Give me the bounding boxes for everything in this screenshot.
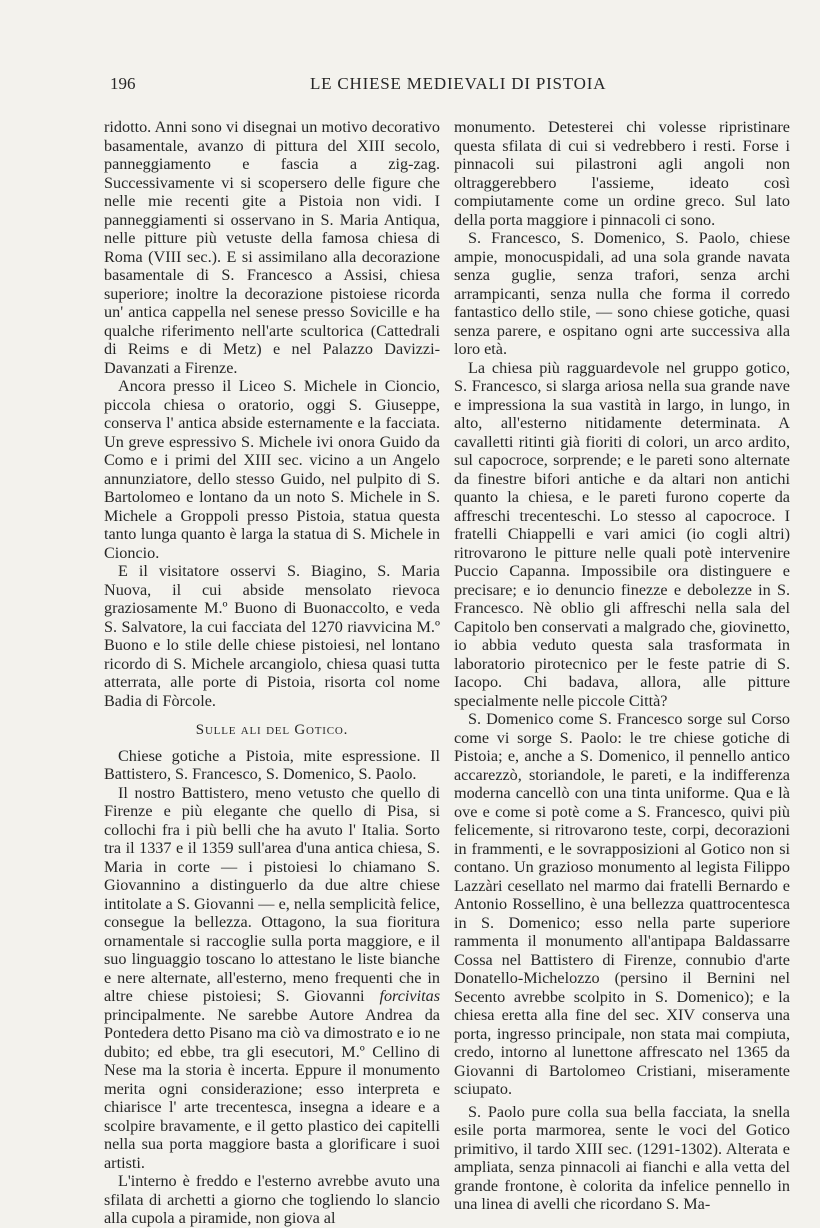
paragraph: S. Francesco, S. Domenico, S. Paolo, chiese ampie, monocuspidali, ad una sola grande navata senza guglie, senza trafori, senza archi arrampicanti, senza nulla che forma il corredo fantastico dello stile, — sono chiese gotiche, quasi senza parere, e ospitano ogni arte successiva alla loro età. [454, 229, 790, 358]
paragraph: E il visitatore osservi S. Biagino, S. Maria Nuova, il cui abside mensolato rievoca graziosamente M.º Buono di Buonaccolto, e veda S. Salvatore, la cui facciata del 1270 riavvicina M.º Buono e lo stile delle chiese pistoiesi, nel lontano ricordo di S. Michele arcangiolo, chiesa quasi tutta atterrata, alle porte di Pistoia, risorta col nome Badia di Fòrcole. [104, 562, 440, 710]
paragraph: S. Paolo pure colla sua bella facciata, la snella esile porta marmorea, sente le voci del Gotico primitivo, il tardo XIII sec. (1291-1302). Alterata e ampliata, senza pinnacoli ai fianchi e alla vetta del grande frontone, è colorita da infelice pennello in una linea di avelli che ricordano S. Ma- [454, 1102, 790, 1213]
paragraph: La chiesa più ragguardevole nel gruppo gotico, S. Francesco, si slarga ariosa nella sua grande nave e impressiona la sua vastità in largo, in lungo, in alto, all'esterno nitidamente determinata. A cavalletti ritinti già fioriti di colori, un arco ardito, sul capocroce, sorprende; e le pareti sono alternate da finestre bifori antiche e da altari non antichi quanto la chiesa, e le pareti furono coperte da affreschi trecenteschi. Lo stesso al capocroce. I fratelli Chiappelli e vari amici (io cogli altri) ritrovarono le pitture nelle quali potè intervenire Puccio Capanna. Impossibile ora distinguere e precisare; e io denuncio finezze e debolezze in S. Francesco. Nè oblio gli affreschi nella sala del Capitolo ben conservati a malgrado che, giovinetto, io abbia veduto questa sala trasformata in laboratorio pirotecnico per le feste patrie di S. Iacopo. Chi badava, allora, alle pitture specialmente nelle piccole Città? [454, 358, 790, 710]
page-header [110, 74, 690, 104]
paragraph [104, 784, 440, 1173]
page-number: 196 [110, 74, 136, 93]
paragraph: S. Domenico come S. Francesco sorge sul Corso come vi sorge S. Paolo: le tre chiese gotiche di Pistoia; e, anche a S. Domenico, il pennello antico accarezzò, storiandole, le pareti, e la indifferenza moderna cancellò con una tinta uniforme. Qua e là ove e come si potè come a S. Francesco, quivi più felicemente, si ritrovarono teste, corpi, decorazioni in frammenti, e le sovrapposizioni al Gotico non si contano. Un grazioso monumento al legista Filippo Lazzàri cesellato nel marmo dai fratelli Bernardo e Antonio Rossellino, è una bellezza quattrocentesca in S. Domenico; esso nella parte superiore rammenta il monumento all'antipapa Baldassarre Cossa nel Battistero di Firenze, connubio d'arte Donatello-Michelozzo (persino il Bernini nel Secento avrebbe scolpito in S. Domenico); e la chiesa eretta alla fine del sec. XIV conserva una porta, ingresso principale, non stata mai compiuta, credo, intorno al lunettone affrescato nel 1365 da Giovanni di Bartolomeo Cristiani, miseramente sciupato. [454, 710, 790, 1098]
paragraph-text: Il nostro Battistero, meno vetusto che quello di Firenze e più elegante che quello di Pisa, si collochi fra i più belli che ha avuto l' Italia. Sorto tra il 1337 e il 1359 sull'area d'una antica chiesa, S. Maria in corte — i pistoiesi lo chiamano S. Giovannino a distinguerlo da due altre chiese intitolate a S. Giovanni — e, nella semplicità felice, consegue la bellezza. Ottagono, la sua fioritura ornamentale si raccoglie sulla porta maggiore, e il suo linguaggio toscano lo attestano le liste bianche e nere alternate, all'esterno, meno frequenti che in altre chiese pistoiesi; S. Giovanni [104, 783, 440, 1005]
left-column [104, 118, 440, 1228]
running-title: LE CHIESE MEDIEVALI DI PISTOIA [310, 74, 607, 93]
paragraph: L'interno è freddo e l'esterno avrebbe avuto una sfilata di archetti a giorno che togliendo lo slancio alla cupola a piramide, non giova al [104, 1172, 440, 1227]
right-column [454, 118, 790, 1214]
paragraph: monumento. Detesterei chi volesse ripristinare questa sfilata di cui si vedrebbero i resti. Forse i pinnacoli sui pilastroni agli angoli non oltraggerebbero l'assieme, ideato così compiutamente come un ordine greco. Sul lato della porta maggiore i pinnacoli ci sono. [454, 118, 790, 229]
paragraph: Chiese gotiche a Pistoia, mite espressione. Il Battistero, S. Francesco, S. Domenico, S. Paolo. [104, 746, 440, 783]
paragraph-text: principalmente. Ne sarebbe Autore Andrea da Pontedera detto Pisano ma ciò va dimostrato e io ne dubito; ed ebbe, tra gli esecutori, M.º Cellino di Nese ma la storia è incerta. Eppure il monumento merita ogni considerazione; esso interpreta e chiarisce l' arte trecentesca, insegna a ideare e a scolpire bravamente, e il getto plastico dei capitelli nella sua porta maggiore basta a glorificare i suoi artisti. [104, 1005, 440, 1172]
paragraph: ridotto. Anni sono vi disegnai un motivo decorativo basamentale, avanzo di pittura del XIII secolo, panneggiamento e fascia a zig-zag. Successivamente vi si scopersero delle figure che nelle mie recenti gite a Pistoia non vidi. I panneggiamenti si osservano in S. Maria Antiqua, nelle pitture più vetuste della famosa chiesa di Roma (VIII sec.). E si assimilano alla decorazione basamentale di S. Francesco a Assisi, chiesa superiore; inoltre la decorazione pistoiese ricorda un' antica cappella nel senese presso Sovicille e ha qualche riferimento nell'arte scultorica (Cattedrali di Reims e di Metz) e nel Palazzo Davizzi-Davanzati a Firenze. [104, 118, 440, 377]
paragraph: Ancora presso il Liceo S. Michele in Cioncio, piccola chiesa o oratorio, oggi S. Giuseppe, conserva l' antica abside esternamente e la facciata. Un greve espressivo S. Michele ivi onora Guido da Como e i primi del XIII sec. vicino a un Angelo annunziatore, dello stesso Guido, nel pulpito di S. Bartolomeo e lontano da un noto S. Michele in S. Michele a Groppoli presso Pistoia, statua questa tanto lunga quanto è larga la statua di S. Michele in Cioncio. [104, 377, 440, 562]
italic-term: forcivitas [379, 987, 440, 1005]
section-heading: Sulle ali del Gotico. [195, 722, 349, 738]
